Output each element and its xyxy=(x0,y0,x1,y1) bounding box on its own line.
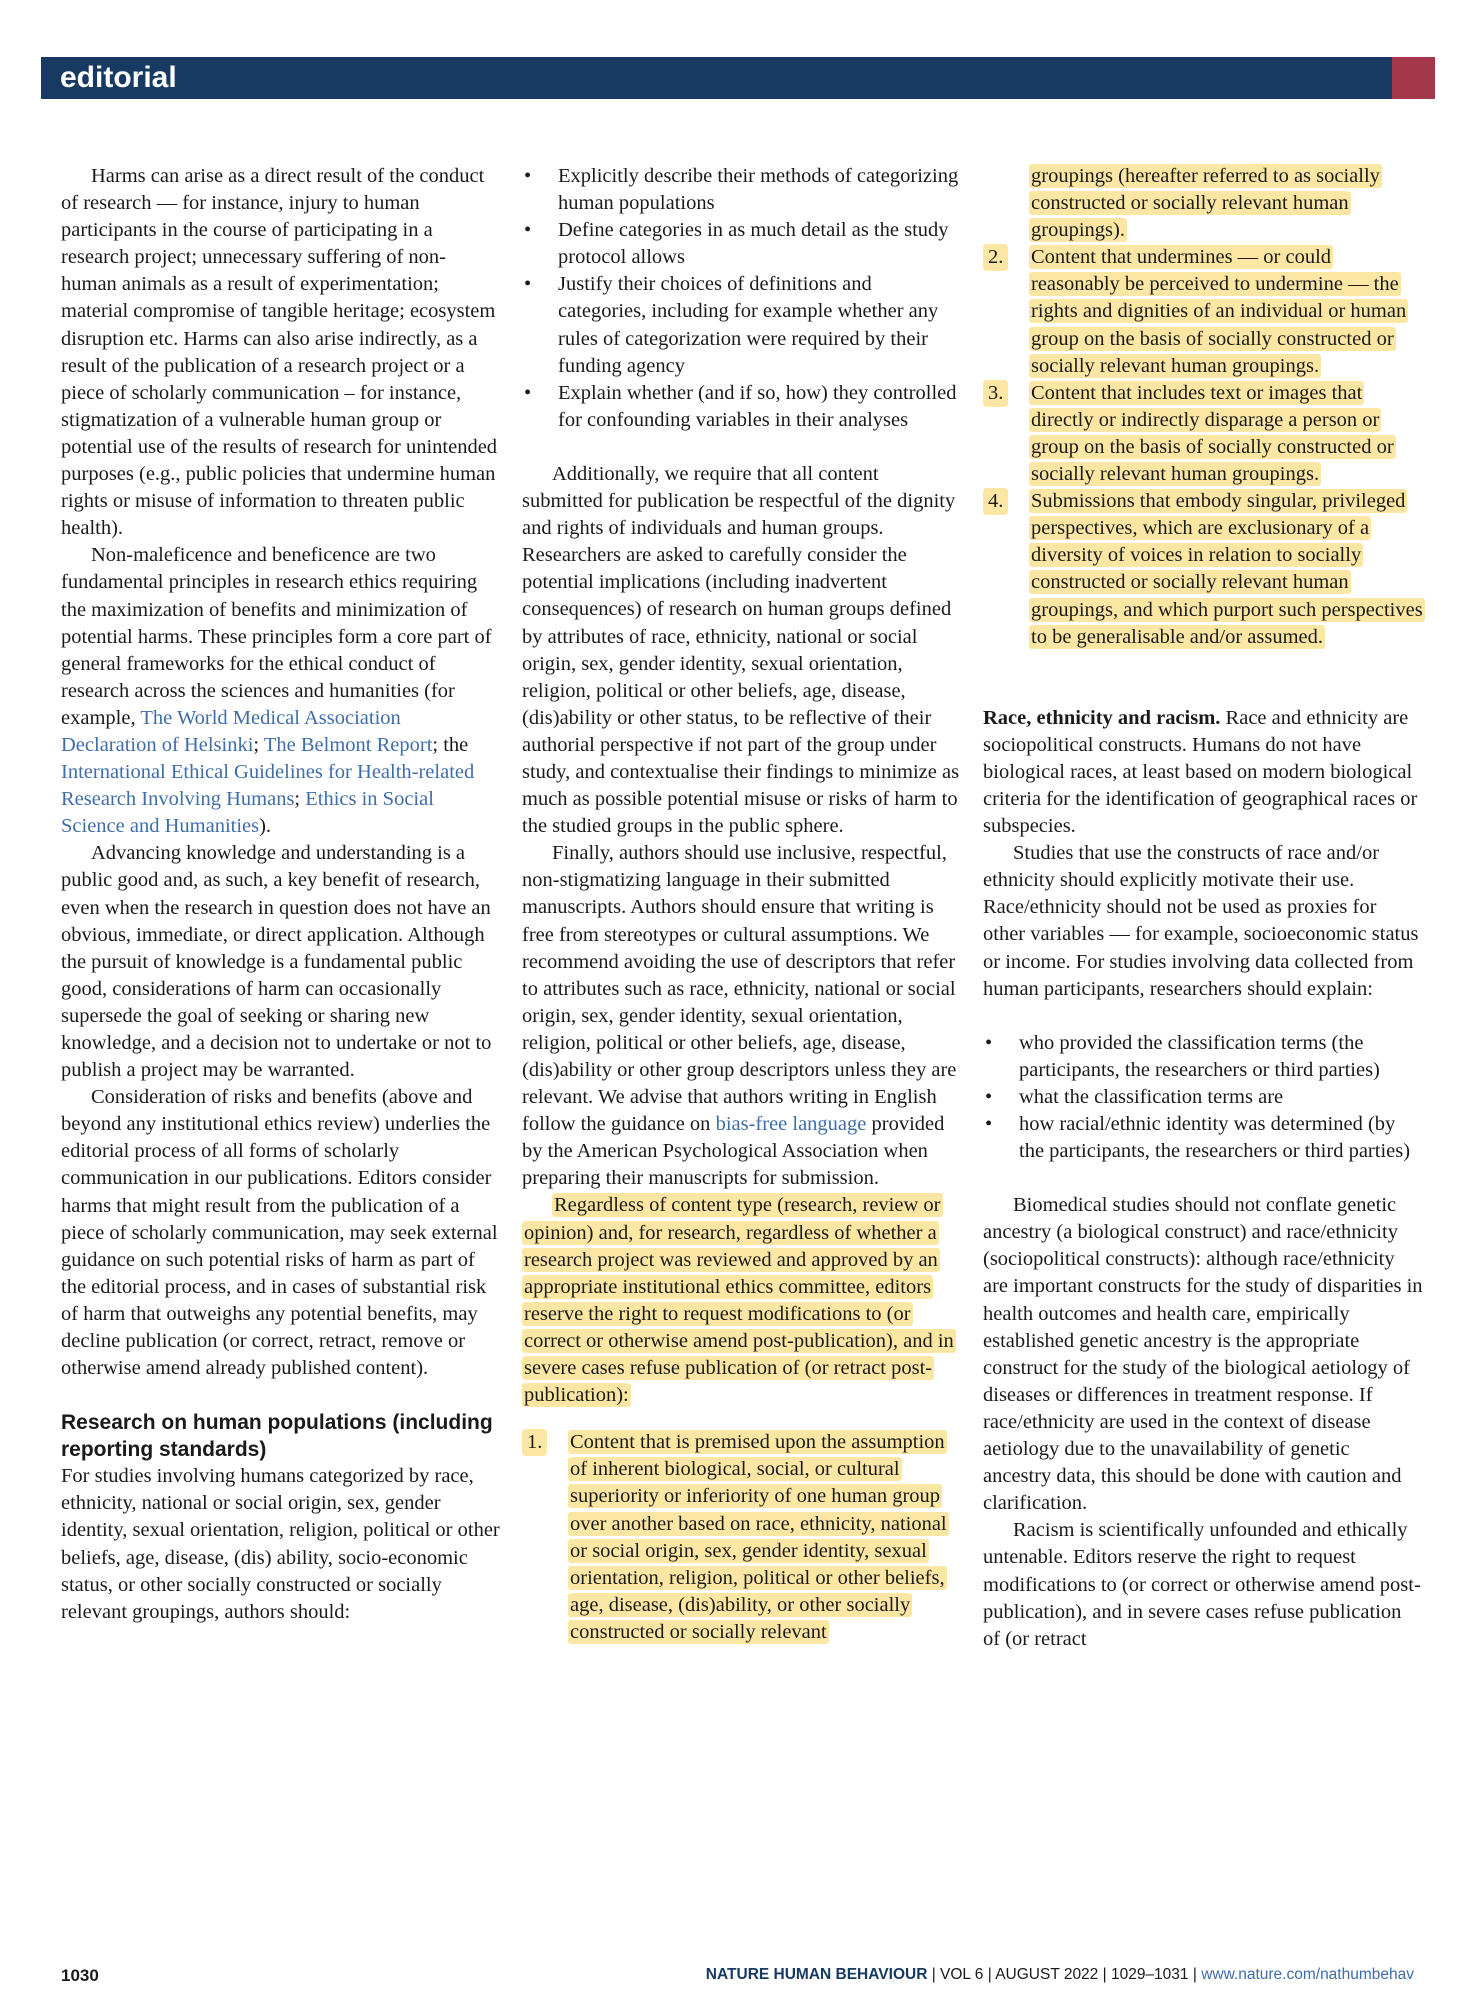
list-item xyxy=(983,488,1423,651)
column-3 xyxy=(983,163,1423,1653)
issue-date: AUGUST 2022 xyxy=(995,1966,1099,1983)
paragraph-knowledge: Advancing knowledge and understanding is a public good and, as such, a key benefit of research, even when the research in question does not have an obvious, immediate, or direct application. Although the pursuit of knowledge is a fundamental public good, considerations of harm can occasionally supersede the goal of seeking or sharing new knowledge, and a decision not to undertake or not to publish a project may be warranted. xyxy=(61,842,492,1082)
numbered-list xyxy=(522,1429,962,1646)
paragraph-biomedical: Biomedical studies should not conflate genetic ancestry (a biological construct) and race/ethnicity (sociopolitical constructs): although race/ethnicity are important constructs for the study of disparities in health outcomes and health care, empirically established genetic ancestry is the appropriate construct for the study of the biological aetiology of diseases or differences in treatment response. If race/ethnicity are used in the context of disease aetiology due to the unavailability of genetic ancestry data, this should be done with caution and clarification. xyxy=(983,1194,1423,1515)
separator: | xyxy=(983,1966,996,1983)
page-number: 1030 xyxy=(61,1966,99,1985)
list-number: 1. xyxy=(522,1429,547,1456)
separator: | xyxy=(927,1966,941,1983)
highlighted-text: Content that is premised upon the assumption of inherent biological, social, or cultural superiority or inferiority of one human group over another based on race, ethnicity, national or social origin, sex, gender identity, sexual orientation, religion, political or other beliefs, age, disease, (dis)ability, or other socially constructed or socially relevant xyxy=(570,1431,947,1643)
link-helsinki[interactable]: The World Medical Association Declaration of Helsinki xyxy=(61,706,401,756)
separator: | xyxy=(1098,1966,1111,1983)
header-bar xyxy=(41,57,1392,99)
paragraph-racism: Racism is scientifically unfounded and ethically untenable. Editors reserve the right to request modifications to (or correct or otherwise amend post-publication), and in severe cases refuse publication of (or retract xyxy=(983,1519,1421,1650)
list-number: 3. xyxy=(983,380,1008,407)
paragraph-harms: Harms can arise as a direct result of the conduct of research — for instance, injury to human participants in the course of participating in a research project; unnecessary suffering of non-human animals as a result of experimentation; material compromise of tangible heritage; ecosystem disruption etc. Harms can also arise indirectly, as a result of the publication of a research project or a piece of scholarly communication – for instance, stigmatization of a vulnerable human group or potential use of the results of research for unintended purposes (e.g., public policies that undermine human rights or misuse of information to threaten public health). xyxy=(61,165,498,540)
list-item xyxy=(983,244,1423,379)
paragraph-principles xyxy=(61,542,501,840)
paragraph-studies: For studies involving humans categorized by race, ethnicity, national or social origin, sex, gender identity, sexual orientation, religion, political or other beliefs, age, disease, (dis) ability, socio-economic status, or other socially constructed or socially relevant groupings, authors should: xyxy=(61,1465,500,1623)
list-item: • Justify their choices of definitions and categories, including for example whether any rules of categorization were required by their funding agency xyxy=(522,271,962,379)
link-belmont-report[interactable]: The Belmont Report xyxy=(263,733,433,756)
list-item xyxy=(983,380,1423,488)
paragraph-respectful: Additionally, we require that all content submitted for publication be respectful of the dignity and rights of individuals and human groups. Researchers are asked to carefully consider the potential implications (including inadvertent consequences) of research on human groups defined by attributes of race, ethnicity, national or social origin, sex, gender identity, sexual orientation, religion, political or other beliefs, age, disease, (dis)ability or other status, to be reflective of their authorial perspective if not part of the group under study, and contextualise their findings to minimize as much as possible potential misuse or risks of harm to the studied groups in the public sphere. xyxy=(522,462,960,838)
paragraph-editors-reserve xyxy=(522,1192,962,1409)
list-item xyxy=(522,1429,962,1646)
paragraph-text: Finally, authors should use inclusive, respectful, non-stigmatizing language in their submitted manuscripts. Authors should ensure that writing is free from stereotypes or cultural assumptions. We recommend avoiding the use of descriptors that refer to attributes such as race, ethnicity, national or social origin, sex, gender identity, sexual orientation, religion, political or other beliefs, age, disease, (dis)ability or other group descriptors unless they are relevant. We advise that authors writing in English follow the guidance on xyxy=(522,842,957,1136)
list-number: 2. xyxy=(983,244,1008,271)
paragraph-risks: Consideration of risks and benefits (above and beyond any institutional ethics review) underlies the editorial process of all forms of scholarly communication in our publications. Editors consider harms that might result from the publication of a piece of scholarly communication, may seek external guidance on such potential risks of harm as part of the editorial process, and in cases of substantial risk of harm that outweighs any potential benefits, may decline publication (or correct, retract, remove or otherwise amend already published content). xyxy=(61,1086,498,1380)
highlighted-text: Content that includes text or images that directly or indirectly disparage a person or group on the basis of socially constructed or socially relevant human groupings. xyxy=(1031,381,1394,486)
paragraph-text: Race and ethnicity are sociopolitical constructs. Humans do not have biological races, at least based on modern biological criteria for the identification of geographical races or subspecies. xyxy=(983,706,1418,838)
header-accent xyxy=(1392,57,1435,99)
paragraph-language xyxy=(522,840,962,1192)
paragraph-constructs: Studies that use the constructs of race and/or ethnicity should explicitly motivate their use. Race/ethnicity should not be used as proxies for other variables — for example, socioeconomic status or income. For studies involving data collected from human participants, researchers should explain: xyxy=(983,842,1419,1000)
list-item: • Define categories in as much detail as the study protocol allows xyxy=(522,217,962,271)
link-international-guidelines[interactable]: International Ethical Guidelines for Health-related Research Involving Humans xyxy=(61,761,475,811)
separator: ; xyxy=(294,788,306,811)
list-item: • Explain whether (and if so, how) they controlled for confounding variables in their analyses xyxy=(522,380,962,434)
journal-name: NATURE HUMAN BEHAVIOUR xyxy=(705,1966,928,1983)
journal-url-link[interactable]: www.nature.com/nathumbehav xyxy=(1201,1966,1414,1983)
highlighted-text: groupings (hereafter referred to as socially constructed or socially relevant human groupings). xyxy=(1031,165,1380,242)
paragraph-text: ). xyxy=(259,815,272,838)
numbered-list-continued xyxy=(983,163,1423,651)
list-number: 4. xyxy=(983,488,1008,515)
list-item: • who provided the classification terms (the participants, the researchers or third parties) xyxy=(983,1030,1423,1084)
paragraph-text: Non-maleficence and beneficence are two fundamental principles in research ethics requiring the maximization of benefits and minimization of potential harms. These principles form a core part of general frameworks for the ethical conduct of research across the sciences and humanities (for example, xyxy=(61,544,492,729)
paragraph-race xyxy=(983,705,1423,840)
list-item: • Explicitly describe their methods of categorizing human populations xyxy=(522,163,962,217)
page-range: 1029–1031 xyxy=(1110,1966,1189,1983)
column-1 xyxy=(61,163,501,1626)
list-item: • how racial/ethnic identity was determined (by the participants, the researchers or third parties) xyxy=(983,1111,1423,1165)
highlighted-text: Regardless of content type (research, review or opinion) and, for research, regardless of whether a research project was reviewed and approved by an appropriate institutional ethics committee, editors reserve the right to request modifications to (or correct or otherwise amend post-publication), and in severe cases refuse publication of (or retract post-publication): xyxy=(524,1194,954,1407)
link-ethics-social-science[interactable]: Ethics in Social Science and Humanities xyxy=(61,788,434,838)
highlighted-text: Content that undermines — or could reasonably be perceived to undermine — the rights and dignities of an individual or human group on the basis of socially constructed or socially relevant human groupings. xyxy=(1031,246,1407,377)
volume: VOL 6 xyxy=(940,1966,984,1983)
highlighted-text: Submissions that embody singular, privileged perspectives, which are exclusionary of a diversity of voices in relation to socially constructed or socially relevant human groupings, and which purport such perspectives to be generalisable and/or assumed. xyxy=(1031,490,1423,648)
link-bias-free-language[interactable]: bias-free language xyxy=(715,1113,867,1136)
researchers-explain-list xyxy=(983,1030,1423,1165)
paragraph-text: provided by the American Psychological Association when preparing their manuscripts for submission. xyxy=(522,1113,945,1190)
section-heading: Research on human populations (including reporting standards) xyxy=(61,1411,493,1462)
column-2 xyxy=(522,163,962,1646)
separator: ; xyxy=(253,733,264,756)
footer-citation xyxy=(706,1966,1414,1984)
list-item: • what the classification terms are xyxy=(983,1084,1423,1111)
section-label: editorial xyxy=(60,61,177,94)
separator: | xyxy=(1188,1966,1202,1983)
list-item xyxy=(983,163,1423,244)
run-in-heading: Race, ethnicity and racism. xyxy=(983,706,1221,729)
separator: ; the xyxy=(432,733,469,756)
authors-should-list xyxy=(522,163,962,434)
